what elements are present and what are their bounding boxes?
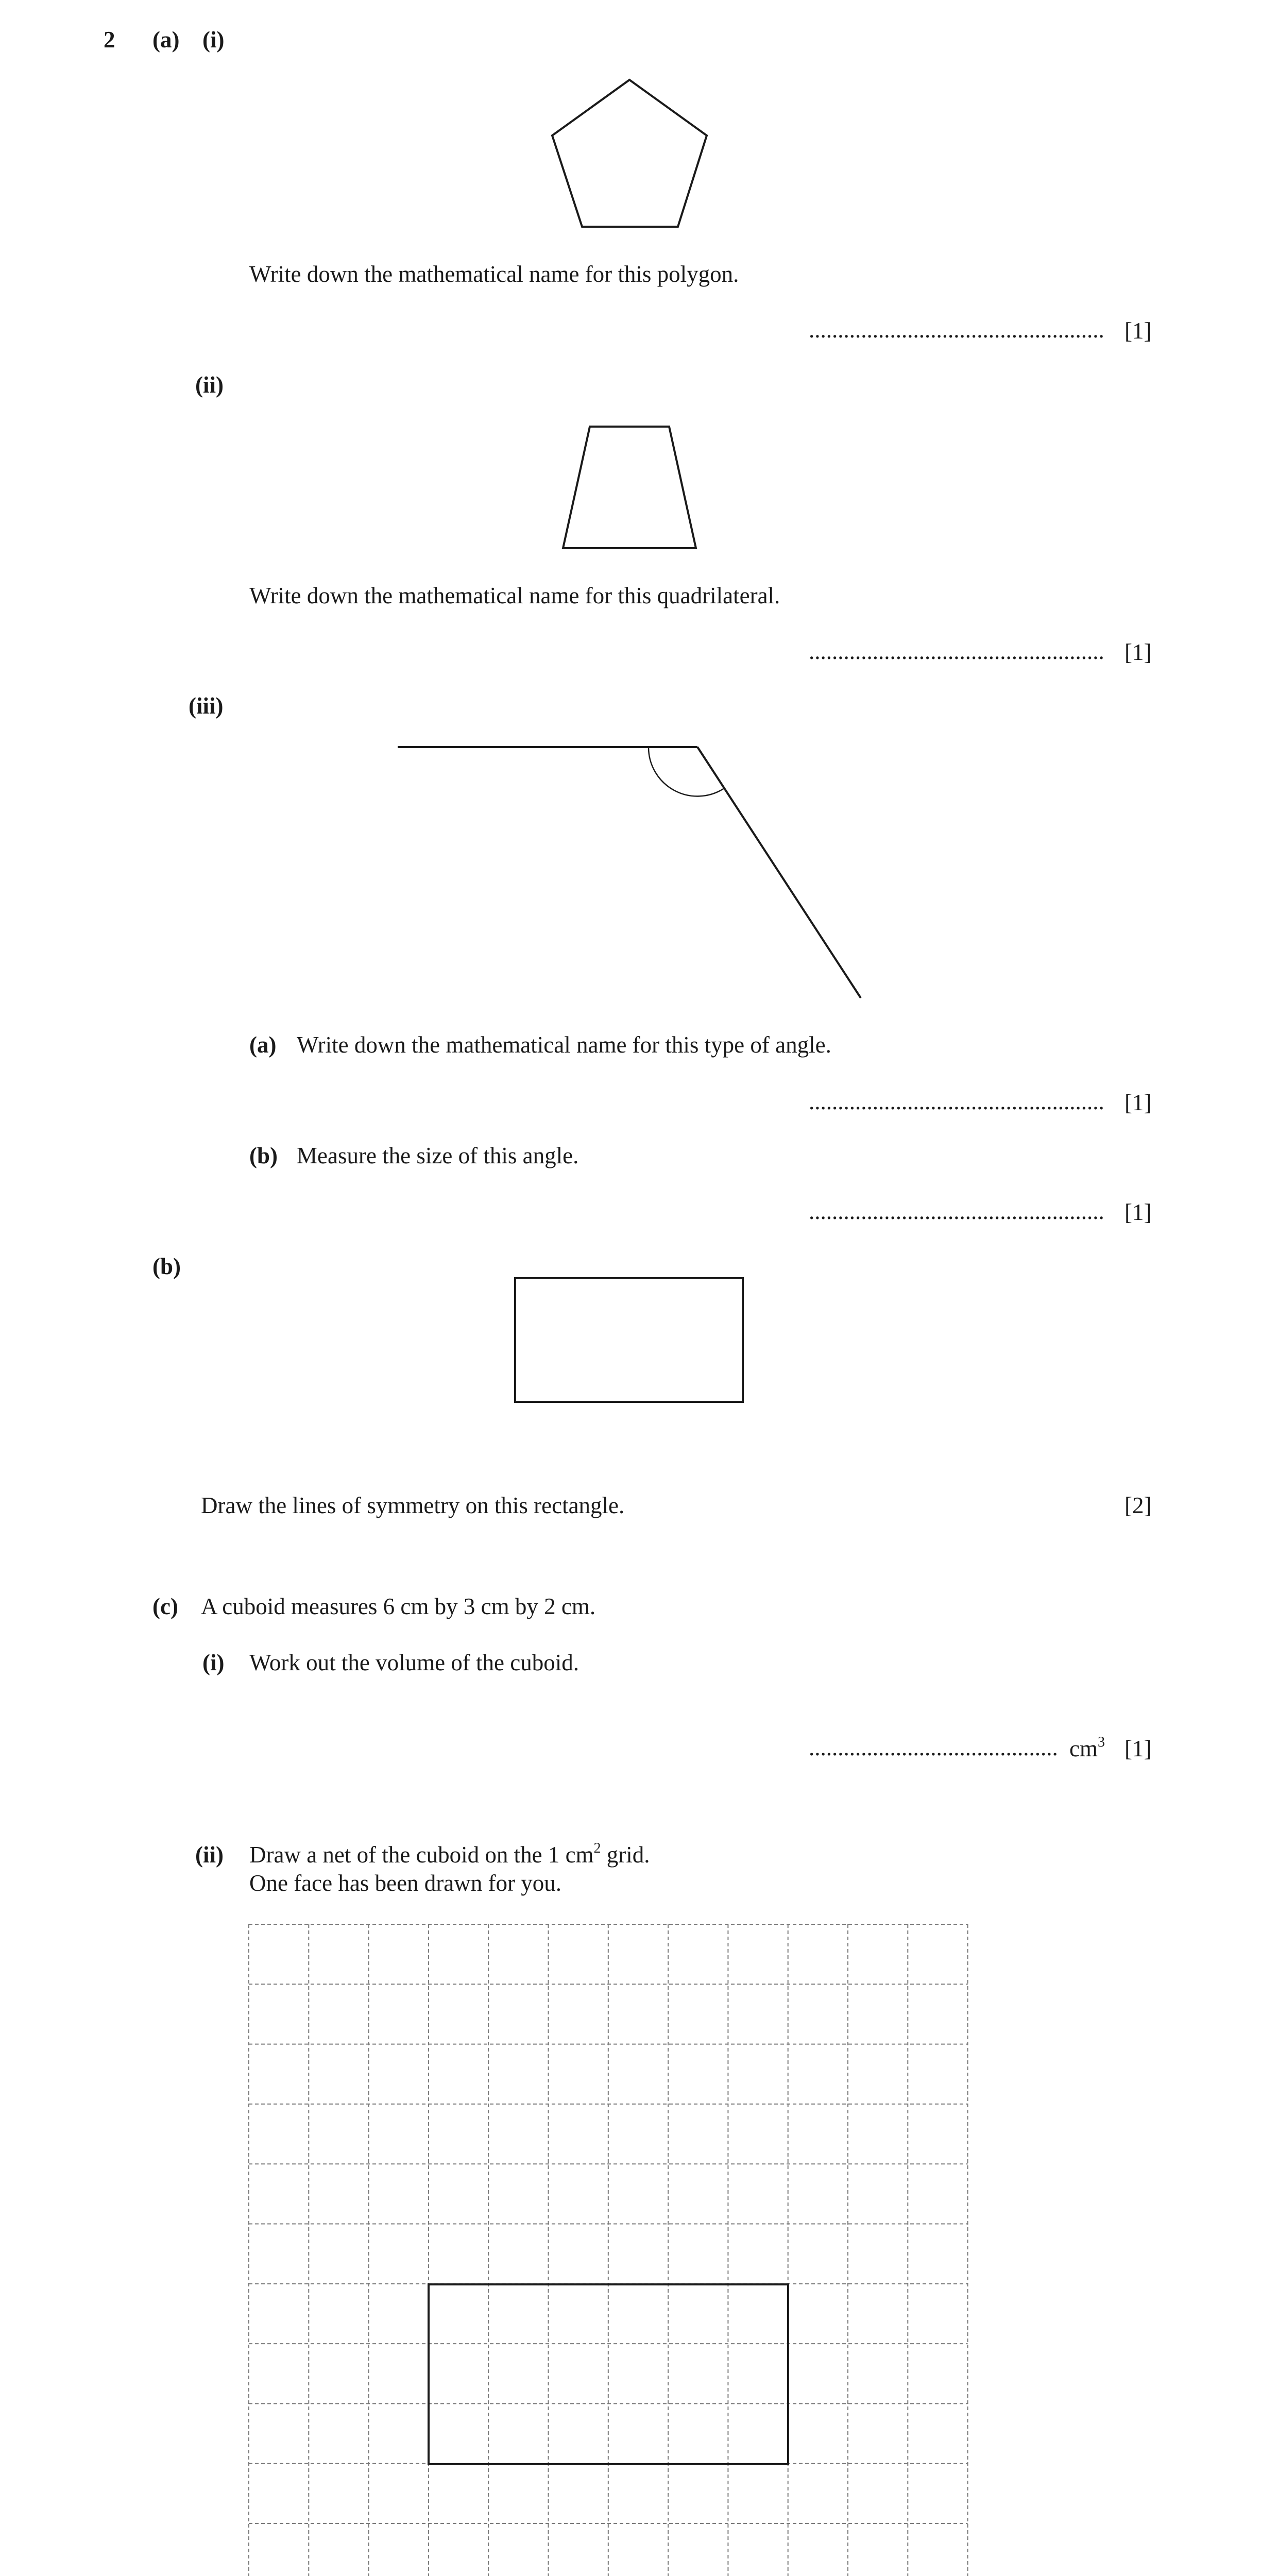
question-number: 2 <box>104 27 115 53</box>
part-a-ii-marks: [1] <box>1124 639 1152 665</box>
part-c-ii-prompt-line2: One face has been drawn for you. <box>249 1870 561 1896</box>
part-c-i-unit-wrap <box>1069 1734 1105 1761</box>
part-b-label: (b) <box>152 1253 181 1279</box>
part-a-i-marks: [1] <box>1124 318 1152 344</box>
trapezium-shape <box>563 427 696 548</box>
part-a-iii-b-prompt: Measure the size of this angle. <box>297 1143 579 1168</box>
part-a-label: (a) <box>152 27 180 53</box>
part-a-ii-answer-line[interactable]: ................................................... <box>809 638 1104 664</box>
part-a-iii-a-prompt: Write down the mathematical name for this type of angle. <box>297 1032 831 1058</box>
centimetre-grid[interactable] <box>249 1924 968 2576</box>
part-c-ii-prompt <box>249 1840 650 1868</box>
rectangle-shape <box>515 1278 743 1402</box>
pentagon-shape <box>552 80 707 227</box>
part-c-ii-prompt-power: 2 <box>593 1840 601 1856</box>
part-a-iii-a-label: (a) <box>249 1032 277 1058</box>
part-a-iii-b-marks: [1] <box>1124 1199 1152 1225</box>
part-c-i-unit: cm <box>1069 1736 1098 1761</box>
part-a-iii-b-label: (b) <box>249 1143 278 1168</box>
part-a-i-label: (i) <box>202 27 225 53</box>
part-c-label: (c) <box>152 1594 178 1619</box>
part-c-i-prompt: Work out the volume of the cuboid. <box>249 1650 579 1675</box>
part-c-ii-label: (ii) <box>195 1842 224 1868</box>
part-a-ii-label: (ii) <box>195 372 224 398</box>
part-c-prompt: A cuboid measures 6 cm by 3 cm by 2 cm. <box>201 1594 596 1619</box>
part-c-i-unit-power: 3 <box>1097 1734 1105 1750</box>
part-c-ii-prompt-before: Draw a net of the cuboid on the 1 cm <box>249 1842 594 1868</box>
part-a-i-prompt: Write down the mathematical name for this polygon. <box>249 261 739 287</box>
part-c-ii-prompt-after: grid. <box>601 1842 650 1868</box>
part-a-iii-a-marks: [1] <box>1124 1090 1152 1115</box>
part-c-i-marks: [1] <box>1124 1736 1152 1761</box>
part-c-i-label: (i) <box>202 1650 225 1675</box>
part-a-iii-label: (iii) <box>189 693 224 719</box>
part-b-marks: [2] <box>1124 1493 1152 1518</box>
part-b-prompt: Draw the lines of symmetry on this rectangle. <box>201 1493 625 1518</box>
part-a-ii-prompt: Write down the mathematical name for this quadrilateral. <box>249 583 780 608</box>
part-a-iii-b-answer-line[interactable]: ................................................... <box>809 1198 1104 1224</box>
angle-diagram <box>398 747 861 998</box>
drawn-face <box>429 2284 788 2464</box>
part-a-i-answer-line[interactable]: ................................................... <box>809 317 1104 343</box>
part-c-i-answer-line[interactable]: ........................................... <box>809 1735 1058 1760</box>
part-a-iii-a-answer-line[interactable]: ................................................... <box>809 1089 1104 1114</box>
